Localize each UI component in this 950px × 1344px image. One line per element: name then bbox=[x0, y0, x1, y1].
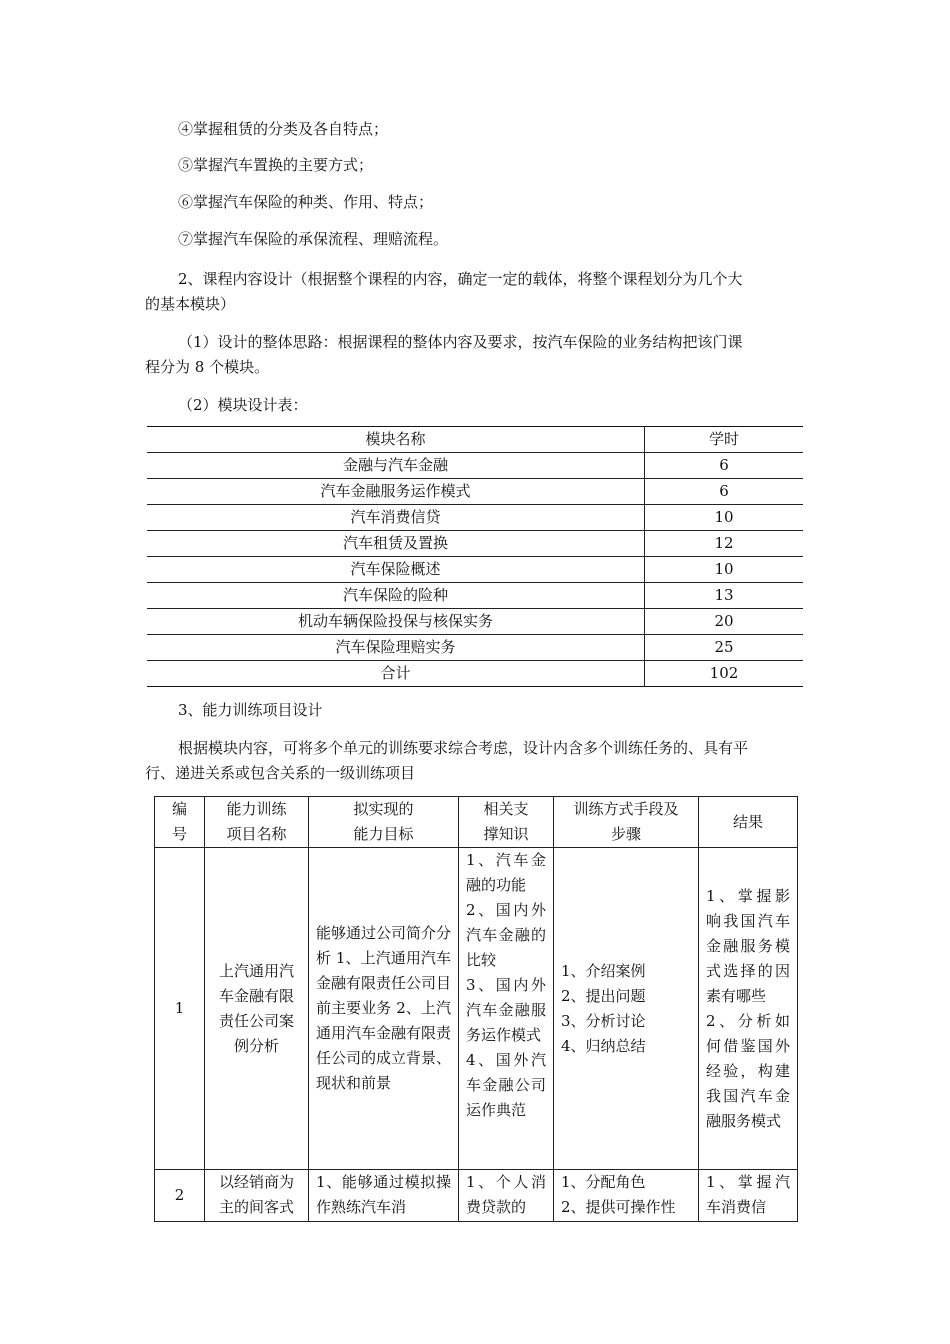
number-header: 编 号 bbox=[155, 797, 205, 848]
objective-5: ⑤掌握汽车置换的主要方式； bbox=[178, 156, 374, 174]
method-header: 训练方式手段及 步骤 bbox=[554, 797, 699, 848]
section2-heading-line2: 的基本模块） bbox=[145, 295, 236, 313]
project-result: 1、掌握汽车消费信 bbox=[699, 1170, 798, 1222]
project-method: 1、分配角色 2、提供可操作性 bbox=[554, 1170, 699, 1222]
project-row bbox=[155, 848, 798, 1170]
ability-goal-header: 拟实现的 能力目标 bbox=[309, 797, 459, 848]
project-knowledge: 1、汽车金融的功能 2、国内外汽车金融的比较 3、国内外汽车金融服务运作模式 4、国外汽车金融公司运作典范 bbox=[459, 848, 554, 1170]
module-row bbox=[147, 479, 803, 505]
module-name: 金融与汽车金融 bbox=[147, 453, 645, 479]
module-name: 机动车辆保险投保与核保实务 bbox=[147, 609, 645, 635]
module-name: 汽车保险的险种 bbox=[147, 583, 645, 609]
module-name: 汽车消费信贷 bbox=[147, 505, 645, 531]
training-project-table bbox=[154, 796, 798, 1222]
section2-heading-line1: 2、课程内容设计（根据整个课程的内容，确定一定的载体，将整个课程划分为几个大 bbox=[178, 270, 743, 288]
objective-7: ⑦掌握汽车保险的承保流程、理赔流程。 bbox=[178, 230, 449, 248]
knowledge-header: 相关支 撑知识 bbox=[459, 797, 554, 848]
project-ability-goal: 能够通过公司简介分析 1、上汽通用汽车金融有限责任公司目前主要业务 2、上汽通用汽车金融有限责任公司的成立背景、现状和前景 bbox=[309, 848, 459, 1170]
section3-title: 3、能力训练项目设计 bbox=[178, 701, 323, 719]
project-result: 1、掌握影响我国汽车金融服务模式选择的因素有哪些 2、分析如何借鉴国外经验，构建我国汽车金融服务模式 bbox=[699, 848, 798, 1170]
module-hours: 25 bbox=[645, 635, 804, 661]
project-row bbox=[155, 1170, 798, 1222]
module-table-caption: （2）模块设计表： bbox=[178, 396, 308, 414]
module-total-row bbox=[147, 661, 803, 687]
project-method: 1、介绍案例 2、提出问题 3、分析讨论 4、归纳总结 bbox=[554, 848, 699, 1170]
objective-6: ⑥掌握汽车保险的种类、作用、特点； bbox=[178, 193, 434, 211]
module-name: 汽车保险理赔实务 bbox=[147, 635, 645, 661]
module-name: 汽车保险概述 bbox=[147, 557, 645, 583]
design-idea-line2: 程分为 8 个模块。 bbox=[145, 358, 270, 376]
module-name: 汽车金融服务运作模式 bbox=[147, 479, 645, 505]
module-name-header: 模块名称 bbox=[147, 427, 645, 453]
module-design-table bbox=[147, 426, 803, 687]
project-knowledge: 1、个人消费贷款的 bbox=[459, 1170, 554, 1222]
module-row bbox=[147, 635, 803, 661]
module-hours: 10 bbox=[645, 557, 804, 583]
module-row bbox=[147, 609, 803, 635]
module-row bbox=[147, 453, 803, 479]
module-hours: 6 bbox=[645, 453, 804, 479]
module-total-hours: 102 bbox=[645, 661, 804, 687]
module-hours: 10 bbox=[645, 505, 804, 531]
module-total-label: 合计 bbox=[147, 661, 645, 687]
module-hours: 6 bbox=[645, 479, 804, 505]
module-row bbox=[147, 505, 803, 531]
result-header: 结果 bbox=[699, 797, 798, 848]
objective-4: ④掌握租赁的分类及各自特点； bbox=[178, 120, 389, 138]
project-name: 以经销商为主的间客式 bbox=[205, 1170, 309, 1222]
project-number: 1 bbox=[155, 848, 205, 1170]
section3-intro-line1: 根据模块内容，可将多个单元的训练要求综合考虑，设计内含多个训练任务的、具有平 bbox=[178, 739, 749, 757]
module-hours: 12 bbox=[645, 531, 804, 557]
project-name-header: 能力训练 项目名称 bbox=[205, 797, 309, 848]
design-idea-line1: （1）设计的整体思路：根据课程的整体内容及要求，按汽车保险的业务结构把该门课 bbox=[178, 333, 743, 351]
module-name: 汽车租赁及置换 bbox=[147, 531, 645, 557]
module-row bbox=[147, 583, 803, 609]
module-row bbox=[147, 557, 803, 583]
project-ability-goal: 1、能够通过模拟操作熟练汽车消 bbox=[309, 1170, 459, 1222]
module-table-header bbox=[147, 427, 803, 453]
module-row bbox=[147, 531, 803, 557]
project-number: 2 bbox=[155, 1170, 205, 1222]
module-hours: 13 bbox=[645, 583, 804, 609]
module-hours: 20 bbox=[645, 609, 804, 635]
section3-intro-line2: 行、递进关系或包含关系的一级训练项目 bbox=[145, 764, 416, 782]
project-name: 上汽通用汽车金融有限责任公司案例分析 bbox=[205, 848, 309, 1170]
hours-header: 学时 bbox=[645, 427, 804, 453]
project-table-header bbox=[155, 797, 798, 848]
